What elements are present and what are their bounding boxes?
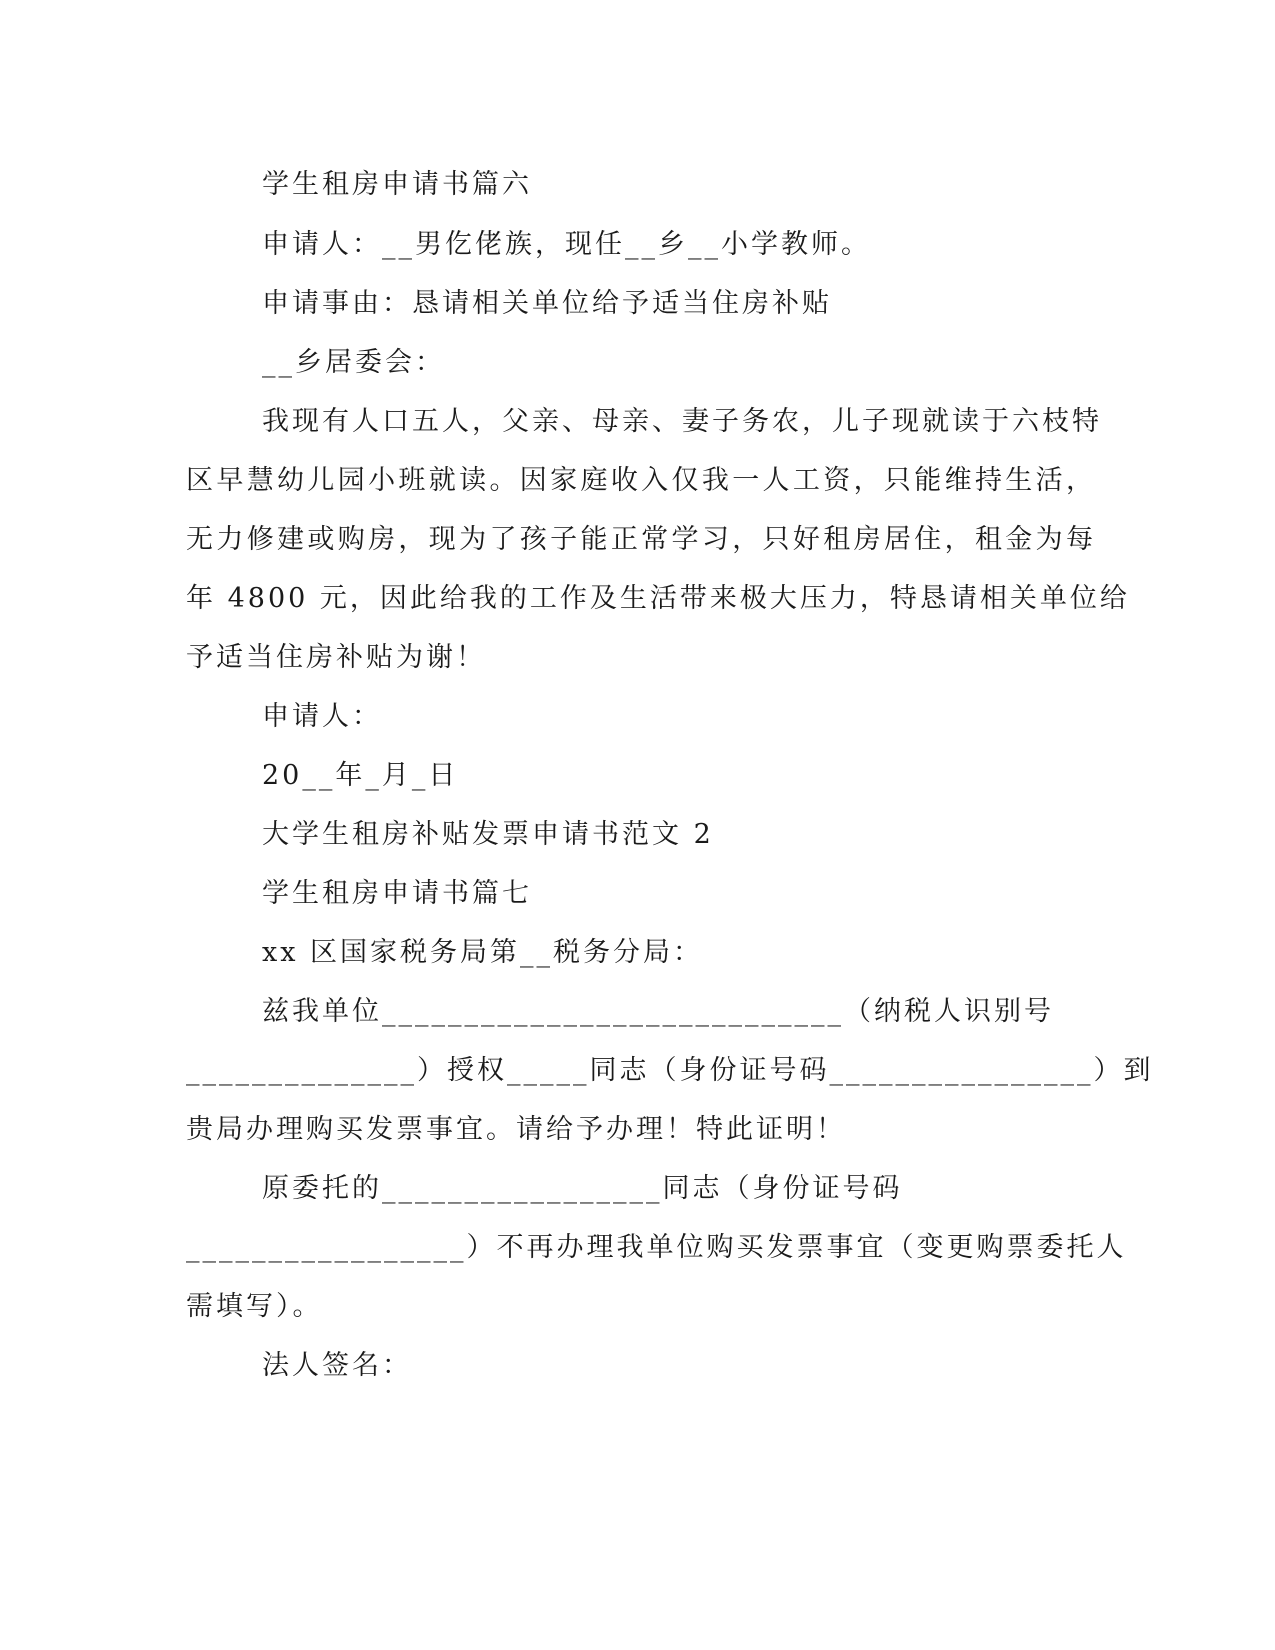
body-paragraph-line: 予适当住房补贴为谢！ [186,642,486,673]
body-paragraph-line: 区早慧幼儿园小班就读。因家庭收入仅我一人工资，只能维持生活， [186,465,1096,496]
body-paragraph-line: 年 4800 元，因此给我的工作及生活带来极大压力，特恳请相关单位给 [186,583,1130,614]
recipient-line: __乡居委会： [262,347,445,378]
date-line: 20__年_月_日 [262,760,459,791]
legal-signature-line: 法人签名： [262,1350,412,1381]
section-title-7: 学生租房申请书篇七 [262,878,532,909]
previous-delegate-line: 需填写）。 [186,1291,323,1322]
previous-delegate-line: 原委托的_________________同志（身份证号码 [262,1173,903,1204]
authorization-line: 兹我单位____________________________（纳税人识别号 [262,996,1054,1027]
signature-applicant: 申请人： [262,701,382,732]
body-paragraph-line: 我现有人口五人，父亲、母亲、妻子务农，儿子现就读于六枝特 [262,406,1102,437]
authorization-line: ______________）授权_____同志（身份证号码________________）到 [186,1055,1154,1086]
body-paragraph-line: 无力修建或购房，现为了孩子能正常学习，只好租房居住，租金为每 [186,524,1096,555]
tax-bureau-recipient: xx 区国家税务局第__税务分局： [262,937,704,968]
section-title-6: 学生租房申请书篇六 [262,169,532,200]
authorization-line: 贵局办理购买发票事宜。请给予办理！特此证明！ [186,1114,846,1145]
reason-line: 申请事由：恳请相关单位给予适当住房补贴 [262,288,832,319]
applicant-line: 申请人：__男仡佬族，现任__乡__小学教师。 [262,229,871,260]
heading-sample-2: 大学生租房补贴发票申请书范文 2 [262,819,714,850]
previous-delegate-line: _________________）不再办理我单位购买发票事宜（变更购票委托人 [186,1232,1127,1263]
